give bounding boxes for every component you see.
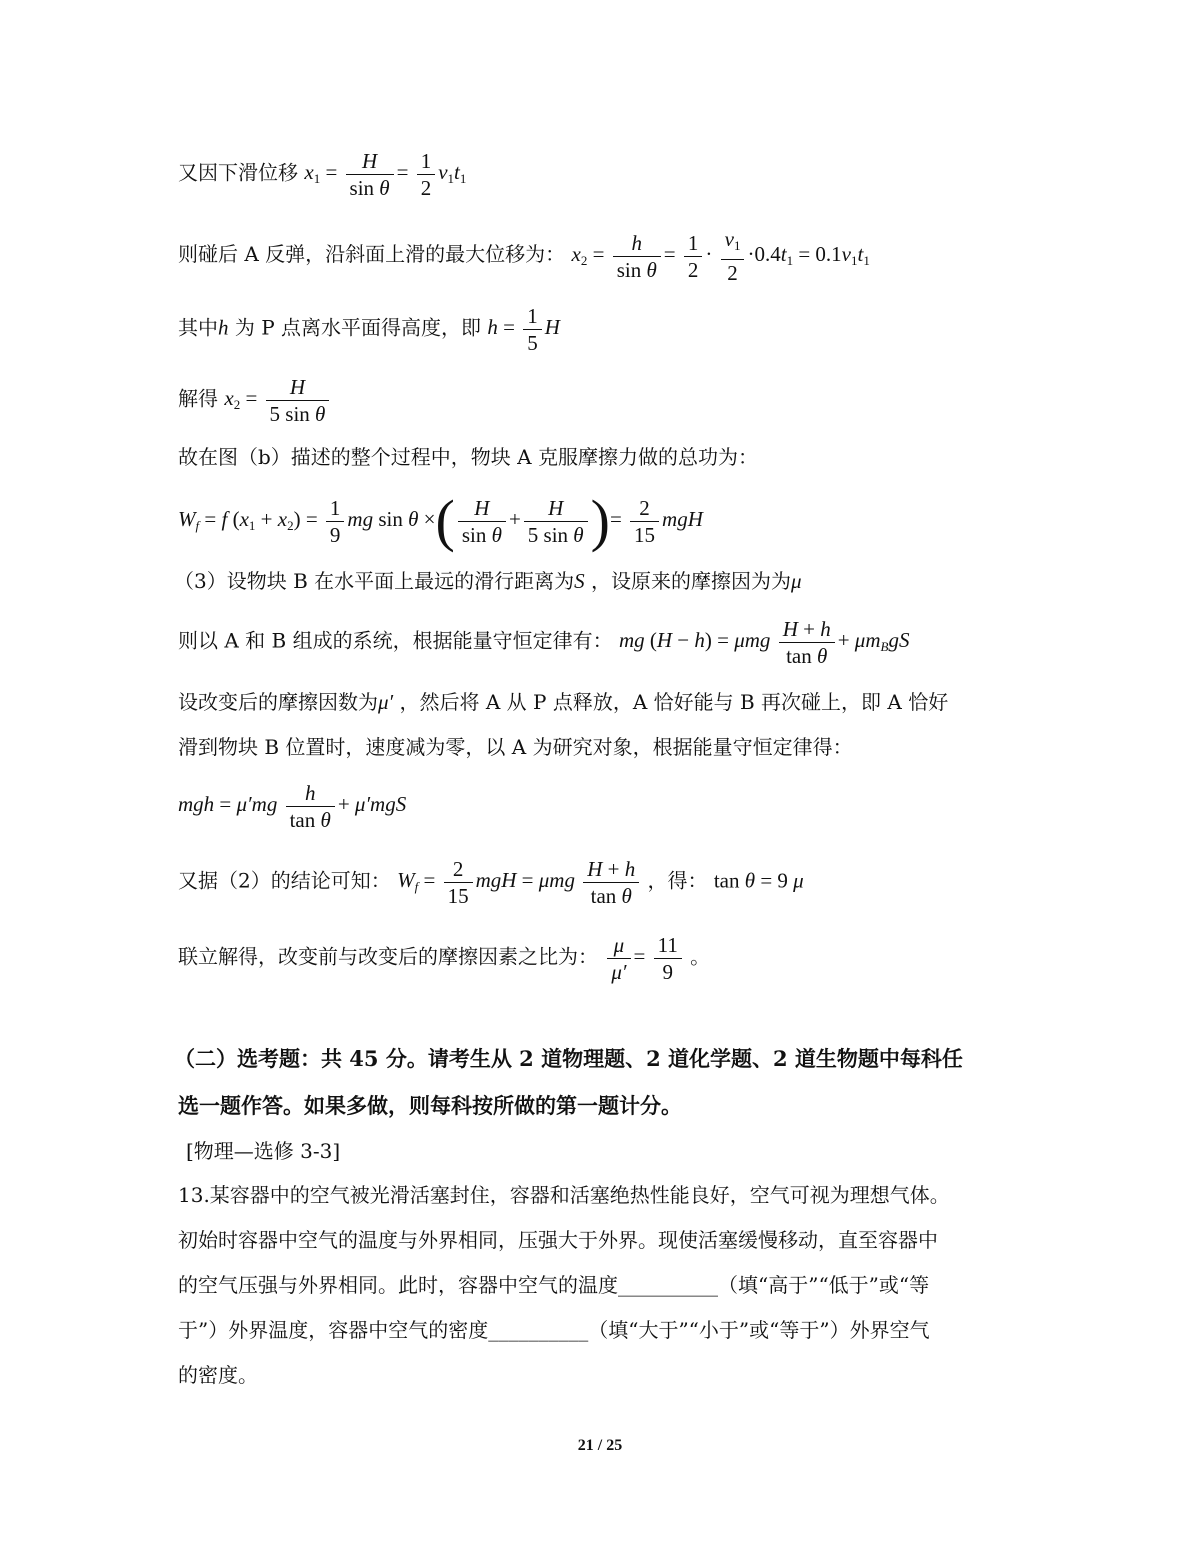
solution-line-10 xyxy=(178,733,853,761)
question-line-5: 的密度。 xyxy=(178,1363,258,1387)
solution-line-8 xyxy=(178,616,909,669)
solution-line-1 xyxy=(178,148,466,201)
text: ，然后将 A 从 P 点释放，A 恰好能与 B 再次碰上，即 A 恰好 xyxy=(399,690,949,714)
solution-line-4 xyxy=(178,374,332,427)
formula-wf: $W_f = f$ $(x_1 + x_2)$ = $\frac{1}{9}$ mg sin θ ×( $\frac{H}{\text{sin θ}}$ + $\frac{H}{\text{5 sin θ}}$ )= $\frac{2}{15}$ mgH xyxy=(178,488,703,553)
solution-line-6 xyxy=(178,488,703,553)
formula-x2-result: $x_2$ = $\frac{H}{\text{5 sin θ}}$ xyxy=(224,386,332,410)
formula-x1: $x_1$ = $\frac{H}{\text{sin θ}}$ = $\frac{1}{2}$ $v_1t_1$ xyxy=(304,149,467,200)
formula-h: h = $\frac{1}{5}$ H xyxy=(487,304,560,355)
text: ，设原来的摩擦因为为 xyxy=(591,569,791,593)
text: 其中 xyxy=(178,315,218,340)
formula-tan: tan θ = 9 μ xyxy=(713,868,804,893)
solution-line-2 xyxy=(178,226,870,286)
text: 则以 A 和 B 组成的系统，根据能量守恒定律有： xyxy=(178,628,613,653)
question-line-2: 初始时容器中空气的温度与外界相同，压强大于外界。现使活塞缓慢移动，直至容器中 xyxy=(178,1228,938,1252)
formula-energy-2: mgh = μ′mg $\frac{h}{\text{tan θ}}$ + μ′mgS xyxy=(178,781,407,832)
topic-label: [物理—选修 3-3] xyxy=(186,1139,341,1163)
text: 滑到物块 B 位置时，速度减为零，以 A 为研究对象，根据能量守恒定律得： xyxy=(178,735,853,759)
question-line-1: 13.某容器中的空气被光滑活塞封住，容器和活塞绝热性能良好，空气可视为理想气体。 xyxy=(178,1183,950,1207)
solution-line-7: （3）设物块 B 在水平面上最远的滑行距离为S ，设原来的摩擦因为为μ xyxy=(174,569,802,593)
solution-line-12 xyxy=(178,856,804,909)
section-heading-line-1: （二）选考题：共 45 分。请考生从 2 道物理题、2 道化学题、2 道生物题中每科任 xyxy=(174,1046,963,1071)
page-number: 21 / 25 xyxy=(577,1437,623,1454)
solution-line-11 xyxy=(178,780,406,833)
solution-line-5 xyxy=(178,443,758,471)
solution-line-9: 设改变后的摩擦因数为μ′ ，然后将 A 从 P 点释放，A 恰好能与 B 再次碰上，即 A 恰好 xyxy=(178,690,949,714)
text: （3）设物块 B 在水平面上最远的滑行距离为 xyxy=(174,569,575,593)
text: 又据（2）的结论可知： xyxy=(178,868,391,893)
text: 则碰后 A 反弹，沿斜面上滑的最大位移为： xyxy=(178,241,566,266)
formula-ratio: $\frac{\mu}{\mu'}$ = $\frac{11}{9}$ xyxy=(604,944,690,968)
formula-x2: $x_2$ = $\frac{h}{\text{sin θ}}$ = $\frac{1}{2}$ · $\frac{v_1}{2}$ $\cdot 0.4t_1 = 0.1v_1t_1$ xyxy=(571,227,870,285)
text: 联立解得，改变前与改变后的摩擦因素之比为： xyxy=(178,944,598,969)
formula-wf-2: $W_f$ = $\frac{2}{15}$ mgH = μmg $\frac{H + h}{\text{tan θ}}$ xyxy=(397,868,647,892)
text: 又因下滑位移 xyxy=(178,160,298,185)
text: 设改变后的摩擦因数为 xyxy=(178,690,378,714)
text: 故在图（b）描述的整个过程中，物块 A 克服摩擦力做的总功为： xyxy=(178,445,758,469)
solution-line-3: 其中h 为 P 点离水平面得高度，即 h = $\frac{1}{5}$ H xyxy=(178,304,560,355)
text: 。 xyxy=(690,944,711,969)
text: ，得： xyxy=(647,868,708,893)
formula-energy-1: mg (H − h) = μmg $\frac{H + h}{\text{tan θ}}$ + $\mu m_BgS$ xyxy=(618,617,910,668)
section-heading-line-2: 选一题作答。如果多做，则每科按所做的第一题计分。 xyxy=(178,1093,682,1118)
question-line-3: 的空气压强与外界相同。此时，容器中空气的温度__________（填“高于”“低于”或“等 xyxy=(178,1273,930,1297)
question-line-4: 于”）外界温度，容器中空气的密度__________（填“大于”“小于”或“等于”）外界空气 xyxy=(178,1318,930,1342)
solution-line-13 xyxy=(178,932,710,985)
text: 为 P 点离水平面得高度，即 xyxy=(234,315,482,340)
text: 解得 xyxy=(178,386,218,411)
